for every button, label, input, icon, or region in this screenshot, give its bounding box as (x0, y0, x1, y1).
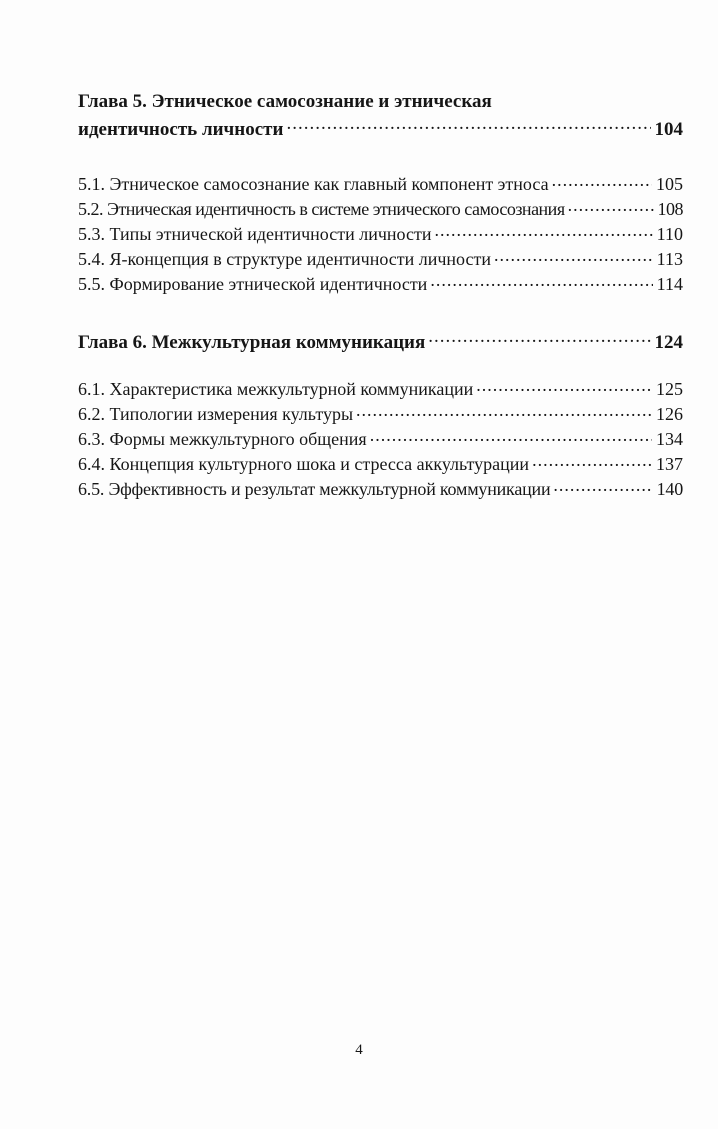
dot-leader (434, 222, 652, 240)
dot-leader (476, 377, 652, 395)
section-entry[interactable] (78, 427, 683, 452)
table-of-contents (78, 88, 683, 502)
page-number: 110 (656, 224, 683, 244)
chapter-title-continuation: идентичность личности (78, 119, 284, 140)
page-number: 124 (654, 332, 683, 353)
section-title: 6.4. Концепция культурного шока и стресса аккультурации (78, 454, 530, 474)
dot-leader (532, 452, 652, 470)
section-entry[interactable] (78, 402, 683, 427)
dot-leader (370, 427, 652, 445)
section-title: 5.4. Я-концепция в структуре идентичности личности (78, 249, 491, 269)
section-entry[interactable] (78, 477, 683, 502)
section-title: 6.5. Эффективность и результат межкультурной коммуникации (78, 479, 551, 499)
section-title: 5.3. Типы этнической идентичности личности (78, 224, 432, 244)
section-entry[interactable] (78, 222, 683, 247)
section-entry[interactable] (78, 272, 683, 297)
dot-leader (552, 172, 652, 190)
dot-leader (286, 116, 650, 135)
chapter-title: Глава 6. Межкультурная коммуникация (78, 332, 426, 353)
dot-leader (428, 329, 650, 348)
section-entry[interactable] (78, 377, 683, 402)
chapter-title: Глава 5. Этническое самосознание и этническая (78, 91, 492, 112)
section-title: 6.2. Типологии измерения культуры (78, 404, 354, 424)
chapter-entry[interactable] (78, 116, 683, 144)
section-entry[interactable] (78, 452, 683, 477)
page-number: 125 (656, 379, 683, 399)
page-number: 137 (656, 454, 683, 474)
page-number: 108 (657, 199, 683, 219)
page-number: 113 (656, 249, 683, 269)
section-title: 5.1. Этническое самосознание как главный компонент этноса (78, 174, 549, 194)
page-number: 134 (656, 429, 683, 449)
chapter-entry[interactable] (78, 329, 683, 357)
section-entry[interactable] (78, 197, 683, 222)
dot-leader (494, 247, 653, 265)
chapter-6 (78, 329, 683, 502)
section-title: 5.5. Формирование этнической идентичности (78, 274, 428, 294)
page-number-footer: 4 (355, 1042, 363, 1058)
page-number: 105 (656, 174, 683, 194)
dot-leader (568, 197, 654, 215)
dot-leader (430, 272, 652, 290)
section-entry[interactable] (78, 247, 683, 272)
section-entry[interactable] (78, 172, 683, 197)
section-title: 6.1. Характеристика межкультурной коммуникации (78, 379, 474, 399)
page-number: 114 (656, 274, 683, 294)
chapter-5 (78, 88, 683, 297)
page-number: 126 (656, 404, 683, 424)
dot-leader (356, 402, 652, 420)
section-title: 6.3. Формы межкультурного общения (78, 429, 367, 449)
section-title: 5.2. Этническая идентичность в системе этнического самосознания (78, 199, 565, 219)
page-number: 140 (656, 479, 683, 499)
dot-leader (553, 477, 652, 495)
page-number: 104 (654, 119, 683, 140)
